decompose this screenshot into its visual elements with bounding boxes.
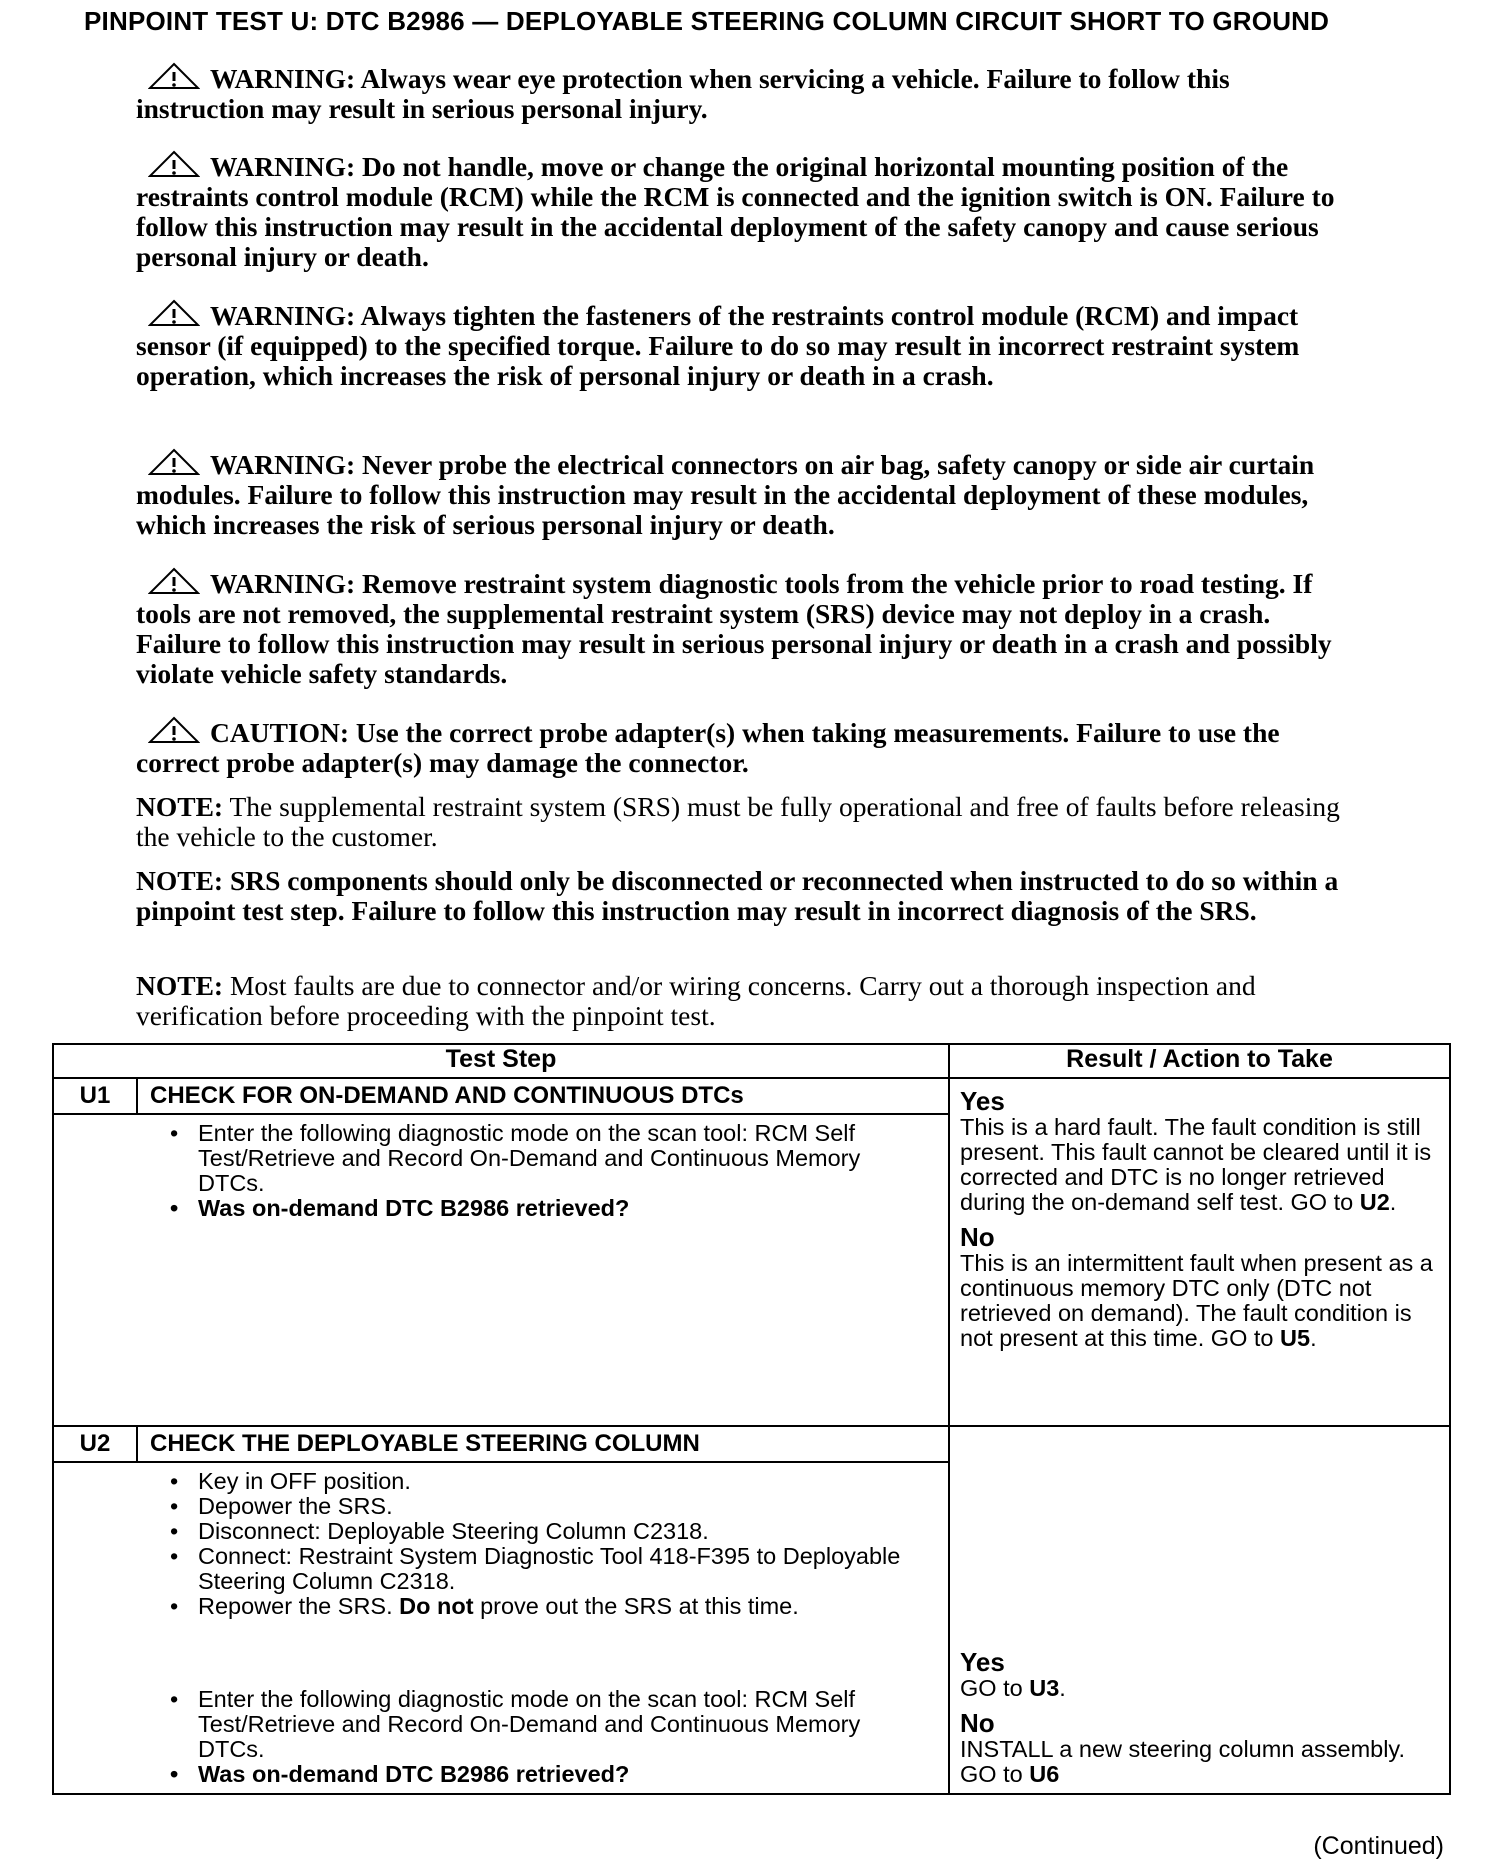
list-item: • Key in OFF position. (158, 1469, 908, 1494)
warning-triangle-icon (148, 299, 200, 329)
list-item-question: • Was on-demand DTC B2986 retrieved? (158, 1762, 908, 1787)
result-u1: Yes This is a hard fault. The fault condition is still present. This fault cannot be cleared until it is corrected and DTC is no longer retrieved during the on-demand self test. GO to U2. No This is an intermittent fault when present as a continuous memory DTC only (DTC not retrieved on demand). The fault condition is not present at this time. GO to U5. (949, 1078, 1450, 1426)
caution-1: CAUTION: Use the correct probe adapter(s) when taking measurements. Failure to use the correct probe adapter(s) may damage the connector. (136, 717, 1280, 778)
continued-label: (Continued) (1313, 1832, 1444, 1860)
note-2: NOTE: SRS components should only be disconnected or reconnected when instructed to do so within a pinpoint test step. Failure to follow this instruction may result in incorrect diagnosis of the SRS. (136, 865, 1339, 926)
list-item: • Connect: Restraint System Diagnostic Tool 418-F395 to Deployable Steering Column C2318. (158, 1544, 908, 1594)
result-no-label: No (960, 1222, 995, 1252)
warning-triangle-icon (148, 150, 200, 180)
step-body-u2 (53, 1462, 949, 1794)
list-item: • Enter the following diagnostic mode on the scan tool: RCM Self Test/Retrieve and Record On-Demand and Continuous Memory DTCs. (158, 1687, 908, 1762)
header-result: Result / Action to Take (949, 1044, 1450, 1078)
table-row (53, 1426, 1450, 1462)
result-u2: Yes GO to U3. No INSTALL a new steering column assembly. GO to U6 (949, 1426, 1450, 1794)
result-yes-label: Yes (960, 1647, 1005, 1677)
step-title-u2: CHECK THE DEPLOYABLE STEERING COLUMN (137, 1426, 949, 1462)
list-item: • Disconnect: Deployable Steering Column C2318. (158, 1519, 908, 1544)
warning-triangle-icon (148, 62, 200, 92)
warning-3: WARNING: Always tighten the fasteners of the restraints control module (RCM) and impact sensor (if equipped) to the specified torque. Failure to do so may result in incorrect restraint system operation, which increases the risk of personal injury or death in a crash. (136, 300, 1300, 391)
list-item: • Repower the SRS. Do not prove out the SRS at this time. (158, 1594, 908, 1619)
table-row (53, 1078, 1450, 1114)
step-id-u1: U1 (53, 1078, 137, 1114)
result-yes-label: Yes (960, 1086, 1005, 1116)
warning-2: WARNING: Do not handle, move or change the original horizontal mounting position of the restraints control module (RCM) while the RCM is connected and the ignition switch is ON. Failure to follow this instruction may result in the accidental deployment of the safety canopy and cause serious personal injury or death. (136, 151, 1335, 272)
table-header-row (53, 1044, 1450, 1078)
warning-triangle-icon (148, 448, 200, 478)
warning-triangle-icon (148, 716, 200, 746)
warning-triangle-icon (148, 567, 200, 597)
step-title-u1: CHECK FOR ON-DEMAND AND CONTINUOUS DTCs (137, 1078, 949, 1114)
header-test-step: Test Step (53, 1044, 949, 1078)
pinpoint-test-table (52, 1043, 1451, 1795)
step-body-u1 (53, 1114, 949, 1426)
warning-1: WARNING: Always wear eye protection when servicing a vehicle. Failure to follow this instruction may result in serious personal injury. (136, 63, 1230, 124)
list-item: • Enter the following diagnostic mode on the scan tool: RCM Self Test/Retrieve and Record On-Demand and Continuous Memory DTCs. (158, 1121, 908, 1196)
note-3: NOTE: Most faults are due to connector and/or wiring concerns. Carry out a thorough inspection and verification before proceeding with the pinpoint test. (136, 970, 1256, 1031)
warning-5: WARNING: Remove restraint system diagnostic tools from the vehicle prior to road testing. If tools are not removed, the supplemental restraint system (SRS) device may not deploy in a crash. Failure to follow this instruction may result in serious personal injury or death in a crash and possibly violate vehicle safety standards. (136, 568, 1332, 689)
step-id-u2: U2 (53, 1426, 137, 1462)
page-title: PINPOINT TEST U: DTC B2986 — DEPLOYABLE STEERING COLUMN CIRCUIT SHORT TO GROUND (84, 6, 1330, 36)
list-item-question: • Was on-demand DTC B2986 retrieved? (158, 1196, 908, 1221)
warning-4: WARNING: Never probe the electrical connectors on air bag, safety canopy or side air curtain modules. Failure to follow this instruction may result in the accidental deployment of these modules, which increases the risk of serious personal injury or death. (136, 449, 1315, 540)
result-no-label: No (960, 1708, 995, 1738)
note-1: NOTE: The supplemental restraint system (SRS) must be fully operational and free of faults before releasing the vehicle to the customer. (136, 791, 1340, 852)
list-item: • Depower the SRS. (158, 1494, 908, 1519)
